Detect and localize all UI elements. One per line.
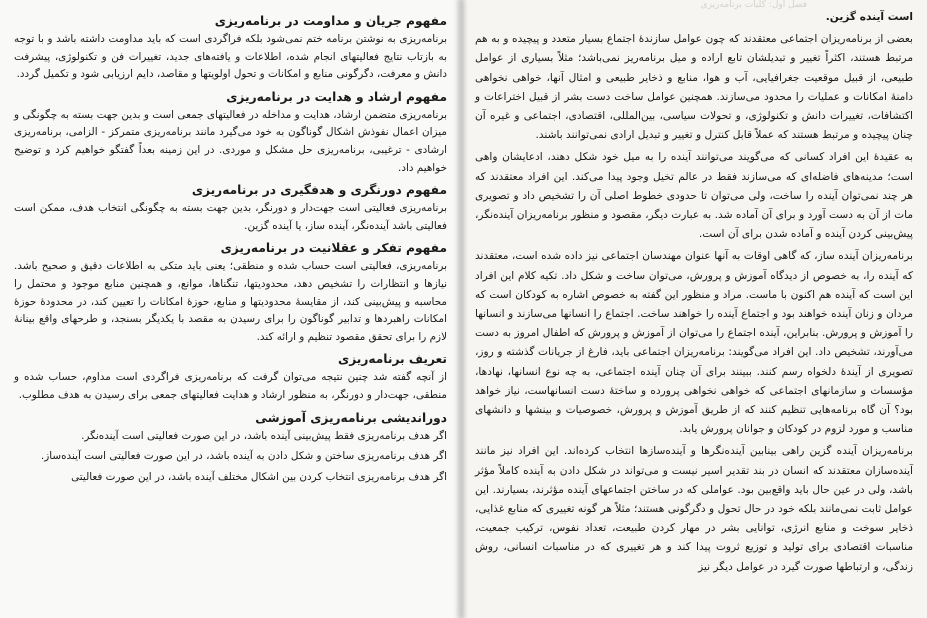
section-text: برنامه‌ریزی به نوشتن برنامه ختم نمی‌شود بلکه فراگردی است که باید مداومت داشته باشد و با توجه به بازتاب نتایج فعالیتهای انجام شده، اطلاعات و یافته‌های جدید، تغییرات فن و تکنولوژی، پیشرفت دانش و معرفت، دگرگونی منابع و امکانات و تحول اولویتها و مقاصد، دایم ارزیابی شود و تکمیل گردد. xyxy=(14,33,447,81)
running-head: فصل اول: کلیات برنامه‌ریزی xyxy=(700,0,807,10)
section-heading: دوراندیشی برنامه‌ریزی آموزشی xyxy=(255,410,447,425)
section-text: برنامه‌ریزی فعالیتی است جهت‌دار و دورنگر، بدین جهت بسته به چگونگی انتخاب هدف، ممکن است فعالیتی باشد آینده‌نگر، آینده ساز، یا آینده گزین. xyxy=(14,202,447,232)
section-text: از آنچه گفته شد چنین نتیجه می‌توان گرفت که برنامه‌ریزی فراگردی است مداوم، حساب شده و منطقی، جهت‌دار و دورنگر، به منظور ارشاد و هدایت فعالیتهای جمعی برای رسیدن به هدف مطلوب. xyxy=(14,371,447,401)
paragraph: برنامه‌ریزان آینده گزین راهی بینابین آینده‌نگرها و آینده‌سازها انتخاب کرده‌اند. این افراد نیز مانند آینده‌سازان معتقدند که انسان در بند تقدیر اسیر نیست و می‌تواند در شکل دادن به آینده کاملاً مؤثر باشد، ولی در عین حال باید واقع‌بین بود. عواملی که در ساختن اجتماعهای آینده مؤثرند، بسیارند. این عوامل ثابت نمی‌مانند بلکه خود در حال تحول و دگرگونی هستند؛ مثلاً هر گونه تغییری که منابع غذایی، ذخایر سوخت و منابع انرژی، توانایی بشر در مهار کردن طبیعت، تعداد نفوس، ترکیب جمعیت، مناسبات اقتصادی برای تولید و توزیع ثروت پیدا کند و هر تغییری که در مناسبات انسانی، روش زندگی، و ارتباطها صورت گیرد در عوامل دیگر نیز xyxy=(475,445,913,573)
list-item: اگر هدف برنامه‌ریزی فقط پیش‌بینی آینده باشد، در این صورت فعالیتی است آینده‌نگر. xyxy=(81,429,447,442)
paragraph: است آینده گزین. xyxy=(825,11,913,23)
left-page xyxy=(0,0,461,618)
section-text: برنامه‌ریزی، فعالیتی است حساب شده و منطقی؛ یعنی باید متکی به اطلاعات دقیق و صحیح باشد. نیازها و انتظارات را تشخیص دهد، محدودیتها، تنگناها، موانع، و همچنین منابع موجود و محتمل را محاسبه و پیش‌بینی کند، از مقایسهٔ محدودیتها و منابع، حوزهٔ امکانات را تعیین کند، در محدودهٔ حوزهٔ امکانات راهبردها و تدابیر گوناگون را برای رسیدن به مقصد با یکدیگر بسنجد، و طرحهای واقع بینانهٔ لازم را برای تحقق مقصود تنظیم و ارائه کند. xyxy=(14,260,447,343)
list-item: اگر هدف برنامه‌ریزی ساختن و شکل دادن به آینده باشد، در این صورت فعالیتی است آینده‌ساز. xyxy=(40,450,447,463)
section-heading: مفهوم جریان و مداومت در برنامه‌ریزی xyxy=(214,14,447,28)
list-item: اگر هدف برنامه‌ریزی انتخاب کردن بین اشکال مختلف آینده باشد، در این صورت فعالیتی xyxy=(71,470,447,483)
section-text: برنامه‌ریزی متضمن ارشاد، هدایت و مداخله در فعالیتهای جمعی است و بدین جهت بسته به چگونگی و میزان اعمال نفوذش اشکال گوناگون به خود می‌گیرد مانند برنامه‌ریزی متمرکز - الزامی، برنامه‌ریزی ارشادی - ترغیبی، برنامه‌ریزی حل مشکل و موردی. در این زمینه بعداً گفتگو خواهیم کرد و توضیح خواهیم داد. xyxy=(14,108,447,174)
section-heading: مفهوم دورنگری و هدفگیری در برنامه‌ریزی xyxy=(191,183,447,198)
paragraph: برنامه‌ریزان آینده ساز، که گاهی اوقات به آنها عنوان مهندسان اجتماعی نیز داده شده است، معتقدند که آینده را، به خصوص از دیدگاه آموزش و پرورش، می‌توان ساخت و شکل داد. تکیه کلام این افراد این است که آینده هم اکنون با ماست. مراد و منظور این گفته به خصوص اشاره به کودکان است که مردان و زنان آینده خواهند بود و اجتماع آینده را خواهند ساخت. اجتماع را انسانها می‌سازند و انسانها را آموزش و پرورش. بنابراین، آینده اجتماع را می‌توان از آموزش و پرورش که اطفال امروز به دست می‌آورند، تشخیص داد. این افراد می‌گویند: برنامه‌ریزان اجتماعی باید، فارغ از جریانات گذشته و روز، تصویری از آیندهٔ دلخواه رسم کنند. ببینند برای آن چنان آینده اجتماعی، به چه نوع انسانها، نهادها، مؤسسات و سازمانهای اجتماعی که خواهی نخواهی پرورده و ساختهٔ دست انسانهاست، نیاز خواهد بود؟ آن گاه برنامه‌هایی تنظیم کنند که از طریق آموزش و پرورش، خصوصیات و بینشها و دانشهای مناسب و مورد لزوم در کودکان و جوانان پرورش یابد. xyxy=(475,250,913,436)
section-heading: مفهوم تفکر و عقلانیت در برنامه‌ریزی xyxy=(220,241,447,256)
paragraph: بعضی از برنامه‌ریزان اجتماعی معتقدند که چون عوامل سازندهٔ اجتماع بسیار متعدد و پیچیده و به هم مرتبط هستند، اکثراً تغییر و تبدیلشان تابع اراده و میل برنامه‌ریز نمی‌باشد؛ مثلاً بسیاری از عوامل طبیعی، از قبیل موقعیت جغرافیایی، آب و هوا، منابع و ذخایر طبیعی و امثال آنها، خواهی نخواهی دامنهٔ امکانات و عملیات را محدود می‌سازند. همچنین عوامل ساخت دست بشر از قبیل اختراعات و اکتشافات، تغییرات دانش و تکنولوژی، و تحولات سیاسی، بین‌المللی، اقتصادی، اجتماعی و غیره آن چنان پیچیده و مرتبط هستند که عملاً قابل کنترل و تغییر و تبدیل ارادی نمی‌توانند باشند. xyxy=(475,33,913,142)
section-heading: تعریف برنامه‌ریزی xyxy=(338,352,447,367)
paragraph: به عقیدهٔ این افراد کسانی که می‌گویند می‌توانند آینده را به میل خود شکل دهند، ادعایشان واهی است؛ مدینه‌های فاضله‌ای که می‌سازند فقط در عالم تخیل وجود پیدا می‌کند. این افراد معتقدند که هر چند نمی‌توان آینده را ساخت، ولی می‌توان تا حدودی خطوط اصلی آن را تشخیص داد و تصویری مات از آن به دست آورد و برای آن آماده شد. به عبارت دیگر، مقصود و منظور برنامه‌ریزان آینده‌نگر، پیش‌بینی کردن آینده و آماده شدن برای آن است. xyxy=(475,151,913,241)
section-heading: مفهوم ارشاد و هدایت در برنامه‌ریزی xyxy=(226,89,447,104)
right-page xyxy=(461,0,927,618)
